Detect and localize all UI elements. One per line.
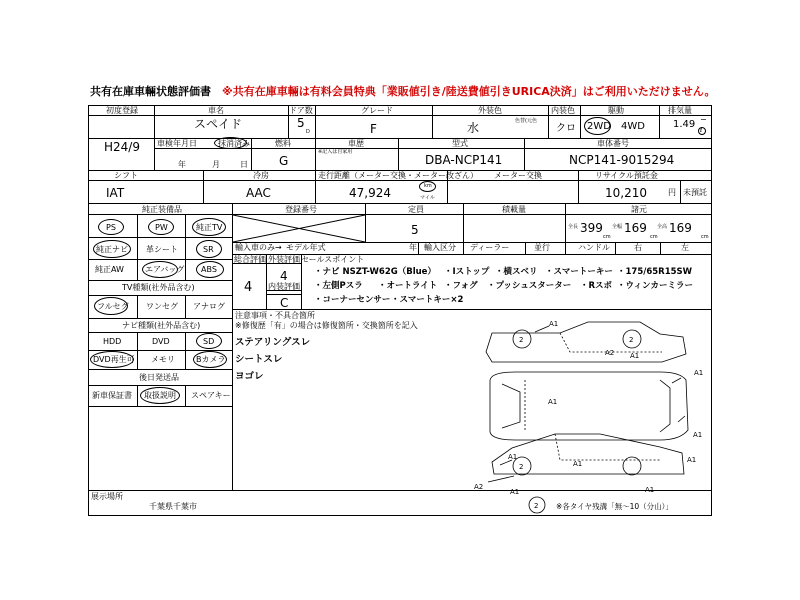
damage-mark: A1 — [548, 398, 558, 406]
capacity-value: 5 — [411, 223, 419, 237]
equip-pw: PW — [155, 223, 168, 232]
notes-label: 注意事項・不具合箇所 — [235, 311, 315, 320]
navi-memory: メモリ — [151, 355, 175, 364]
history-note: ※記入は自家用 — [318, 149, 353, 155]
exterior-eval-label: 外装評価 — [268, 255, 300, 264]
damage-mark: A1 — [687, 456, 697, 464]
sale-point: ・プッシュスターター — [487, 281, 572, 291]
displacement-dash: − — [700, 115, 707, 124]
damage-mark: A1 — [693, 431, 703, 439]
day-label: 日 — [240, 160, 248, 169]
notes-sub-label: ※修復歴「有」の場合は修復箇所・交換箇所を記入 — [235, 321, 418, 330]
doc-warranty: 新車保証書 — [92, 391, 132, 400]
sale-point: ・スマートキー×2 — [391, 295, 464, 305]
chassis-value: NCP141-9015294 — [569, 153, 675, 167]
mileage-value: 47,924 — [349, 186, 391, 200]
tv-label: TV種類(社外品含む) — [122, 283, 195, 292]
height-value: 169 — [669, 221, 692, 235]
drive-4wd: 4WD — [621, 121, 645, 132]
location-label: 展示場所 — [91, 492, 123, 501]
damage-mark: A2 — [474, 483, 484, 491]
ext-color-value: 水 — [467, 121, 480, 135]
sale-point: ・フォグ — [444, 281, 478, 291]
mileage-unit-mile: マイル — [420, 195, 435, 201]
label-fuel: 燃料 — [275, 139, 291, 148]
label-name: 車名 — [208, 106, 224, 115]
sale-point: ・ウィンカーミラー — [617, 281, 693, 291]
sale-point: ・左側Pスラ — [314, 281, 363, 291]
height-unit: cm — [701, 234, 709, 240]
equip-navi: 純正ナビ — [96, 245, 128, 254]
navi-hdd: HDD — [103, 337, 122, 346]
length-unit: cm — [603, 234, 611, 240]
damage-mark: 2 — [534, 502, 539, 510]
navi-bcam: Bカメラ — [196, 355, 226, 364]
displacement-value: 1.49 — [673, 119, 696, 130]
total-eval-label: 総合評価 — [234, 255, 266, 264]
label-first-reg: 初度登録 — [106, 106, 138, 115]
import-cat-label: 輸入区分 — [424, 243, 456, 252]
equip-ps: PS — [106, 223, 116, 232]
sale-point: ・オートライト — [378, 281, 438, 291]
label-inspection: 車検年月日 — [157, 139, 197, 148]
doors-unit: D — [306, 129, 310, 135]
damage-mark: A1 — [645, 486, 655, 494]
dealer-label: ディーラー — [470, 243, 510, 252]
model-value: DBA-NCP141 — [425, 153, 503, 167]
label-shift: シフト — [114, 171, 138, 180]
recycle-value: 10,210 — [605, 186, 647, 200]
title-notice: ※共有在庫車輛は有料会員特典「業販値引き/陸送費値引きURICA決済」はご利用いただけません。 — [222, 85, 716, 98]
parallel-label: 並行 — [534, 243, 550, 252]
year-label: 年 — [178, 160, 186, 169]
tv-analog: アナログ — [193, 302, 225, 311]
note-item: シートスレ — [235, 354, 283, 365]
tire-note: ※各タイヤ残溝「無～10（分山）」 — [556, 502, 673, 511]
navi-label: ナビ種類(社外品含む) — [122, 321, 201, 330]
model-year-unit: 年 — [409, 243, 417, 252]
label-dimensions: 諸元 — [631, 205, 647, 214]
sale-points-label: セールスポイント — [301, 255, 365, 264]
damage-mark: A1 — [508, 453, 518, 461]
label-grade: グレード — [361, 106, 393, 115]
length-label: 全長 — [568, 224, 579, 230]
label-reg-no: 登録番号 — [285, 205, 317, 214]
navi-sd: SD — [203, 337, 215, 346]
ac-value: AAC — [246, 186, 271, 200]
equipment-label: 純正装備品 — [142, 205, 182, 214]
sale-point: ・スマートーキー — [545, 267, 613, 277]
documents-label: 後日発送品 — [139, 373, 179, 382]
damage-mark: A1 — [573, 460, 583, 468]
recycle-status: 未預託 — [683, 188, 707, 197]
tv-fullseg: フルセグ — [97, 302, 129, 311]
height-label: 全高 — [657, 224, 668, 230]
label-meter: メーター交換 — [494, 171, 542, 180]
car-name-value: スペイド — [194, 117, 243, 131]
equip-tv: 純正TV — [196, 223, 223, 232]
damage-mark: A1 — [694, 369, 704, 377]
import-only: 輸入車のみ→ — [235, 243, 282, 252]
label-displacement: 排気量 — [668, 106, 692, 115]
damage-mark: 2 — [519, 463, 524, 471]
doc-sparekey: スペアキー — [191, 391, 231, 400]
length-value: 399 — [580, 221, 603, 235]
label-mileage: 走行距離（メーター交換・メーター改ざん） — [318, 171, 478, 180]
equip-abs: ABS — [201, 265, 217, 274]
sale-point: ・Rスポ — [580, 281, 613, 291]
month-label: 月 — [212, 160, 220, 169]
navi-dvd: DVD — [152, 337, 170, 346]
label-drive: 駆動 — [608, 106, 624, 115]
shift-value: IAT — [106, 186, 125, 200]
sale-point: ・Iストップ — [444, 267, 490, 277]
equip-sr: SR — [203, 245, 214, 254]
damage-mark: A1 — [549, 320, 559, 328]
label-recycle: リサイクル預託金 — [595, 171, 658, 180]
ext-color-note: 色替(元色 — [515, 118, 537, 124]
mileage-unit-km: km — [424, 183, 432, 189]
equip-airbag: エアバッグ — [145, 265, 185, 274]
inspection-status: 抹消済み — [218, 139, 250, 148]
sale-point: ・ナビ NSZT-W62G（Blue） — [314, 267, 436, 277]
label-int-color: 内装色 — [551, 106, 575, 115]
displacement-unit: ℓ — [700, 127, 703, 134]
label-capacity: 定員 — [408, 205, 424, 214]
handle-label: ハンドル — [578, 243, 610, 252]
label-doors: ドア数 — [289, 106, 313, 115]
width-value: 169 — [624, 221, 647, 235]
damage-mark: A1 — [630, 352, 640, 360]
wheel-circle — [623, 457, 641, 475]
damage-mark: 2 — [629, 336, 634, 344]
exterior-eval-value: 4 — [280, 269, 288, 283]
equip-aw: 純正AW — [95, 265, 124, 274]
width-label: 全幅 — [612, 224, 623, 230]
form-title: 共有在庫車輛状態評価書 — [90, 85, 211, 98]
first-reg-value: H24/9 — [104, 140, 140, 154]
sale-point: ・コーナーセンサー — [314, 295, 391, 305]
sale-point: ・175/65R15SW — [617, 267, 693, 277]
interior-eval-label: 内装評価 — [268, 282, 300, 291]
note-item: ヨゴレ — [235, 371, 264, 382]
car-side-top — [486, 322, 686, 362]
label-load: 積載量 — [502, 205, 526, 214]
doors-value: 5 — [297, 116, 305, 130]
left-label: 左 — [681, 243, 689, 252]
sale-point: ・横スベリ — [495, 267, 538, 277]
label-ac: 冷房 — [253, 171, 269, 180]
damage-mark: A1 — [510, 488, 520, 496]
damage-mark: A2 — [605, 349, 615, 357]
doc-manual: 取扱説明 — [144, 391, 176, 400]
grade-value: F — [370, 122, 377, 136]
equip-leather: 革シート — [146, 245, 178, 254]
fuel-value: G — [279, 154, 289, 168]
interior-eval-value: C — [280, 296, 289, 310]
label-model: 型式 — [452, 139, 468, 148]
location-value: 千葉県千葉市 — [149, 502, 197, 511]
total-eval-value: 4 — [244, 280, 253, 295]
int-color-value: クロ — [556, 123, 576, 134]
recycle-unit: 円 — [668, 188, 676, 197]
right-label: 右 — [634, 243, 642, 252]
navi-dvdplay: DVD再生可 — [93, 355, 135, 364]
damage-mark: 2 — [519, 336, 524, 344]
label-ext-color: 外装色 — [478, 106, 502, 115]
label-chassis: 車体番号 — [597, 139, 629, 148]
label-history: 車歴 — [348, 139, 364, 148]
width-unit: cm — [650, 234, 658, 240]
tv-oneseg: ワンセグ — [146, 302, 178, 311]
note-item: ステアリングスレ — [235, 337, 311, 348]
drive-2wd: 2WD — [587, 121, 611, 132]
model-year-label: モデル年式 — [286, 243, 326, 252]
